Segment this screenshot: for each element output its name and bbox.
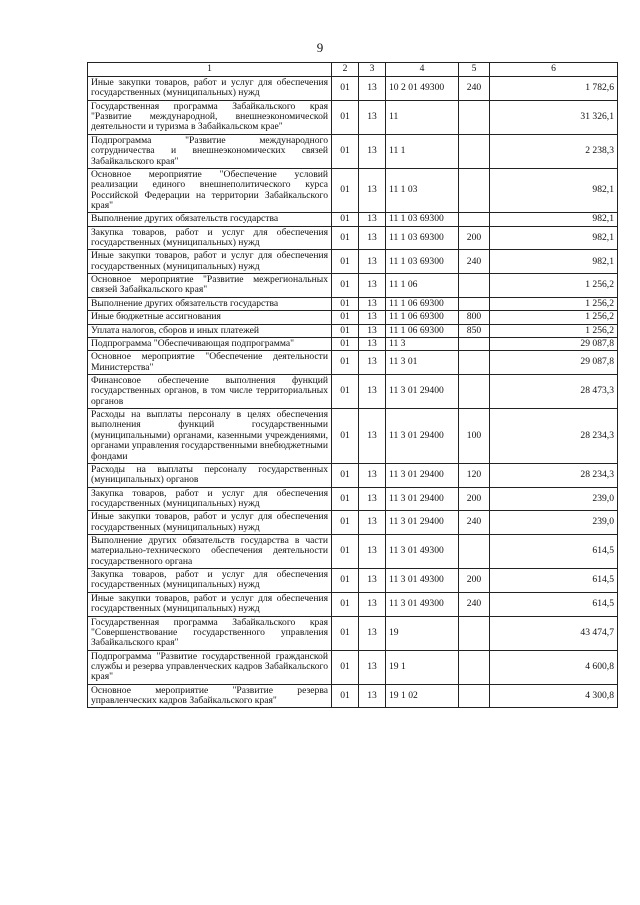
- amount-cell: 29 087,8: [490, 337, 618, 350]
- section-code-cell: 01: [332, 311, 359, 324]
- section-code-cell: 01: [332, 226, 359, 250]
- table-row: [88, 168, 618, 212]
- target-article-cell: 19: [386, 616, 459, 650]
- expense-type-cell: 240: [459, 250, 490, 274]
- amount-cell: 614,5: [490, 569, 618, 593]
- subsection-code-cell: 13: [359, 569, 386, 593]
- amount-cell: 982,1: [490, 168, 618, 212]
- table-row: [88, 311, 618, 324]
- target-article-cell: 19 1: [386, 650, 459, 684]
- table-row: [88, 511, 618, 535]
- target-article-cell: 11 3 01 29400: [386, 511, 459, 535]
- amount-cell: 1 256,2: [490, 297, 618, 310]
- amount-cell: 1 256,2: [490, 274, 618, 298]
- subsection-code-cell: 13: [359, 535, 386, 569]
- section-code-cell: 01: [332, 337, 359, 350]
- expense-type-cell: [459, 650, 490, 684]
- section-code-cell: 01: [332, 684, 359, 708]
- row-name-cell: Подпрограмма "Развитие государственной гражданской службы и резерва управленческих кадров Забайкальского края": [88, 650, 332, 684]
- expense-type-cell: [459, 213, 490, 226]
- budget-table: [87, 62, 618, 708]
- amount-cell: 982,1: [490, 226, 618, 250]
- row-name-cell: Иные закупки товаров, работ и услуг для обеспечения государственных (муниципальных) нужд: [88, 250, 332, 274]
- row-name-cell: Выполнение других обязательств государства: [88, 297, 332, 310]
- column-header-2: 2: [332, 63, 359, 77]
- table-row: [88, 616, 618, 650]
- expense-type-cell: 240: [459, 77, 490, 101]
- table-row: [88, 324, 618, 337]
- expense-type-cell: [459, 684, 490, 708]
- expense-type-cell: 200: [459, 487, 490, 511]
- expense-type-cell: [459, 616, 490, 650]
- row-name-cell: Иные закупки товаров, работ и услуг для обеспечения государственных (муниципальных) нужд: [88, 77, 332, 101]
- subsection-code-cell: 13: [359, 650, 386, 684]
- subsection-code-cell: 13: [359, 274, 386, 298]
- row-name-cell: Закупка товаров, работ и услуг для обеспечения государственных (муниципальных) нужд: [88, 226, 332, 250]
- table-row: [88, 650, 618, 684]
- section-code-cell: 01: [332, 592, 359, 616]
- expense-type-cell: [459, 351, 490, 375]
- subsection-code-cell: 13: [359, 168, 386, 212]
- subsection-code-cell: 13: [359, 77, 386, 101]
- row-name-cell: Расходы на выплаты персоналу в целях обеспечения выполнения функций государственными (муниципальными) органами, казенными учреждениями, органами управления государственными внебюджетными фондами: [88, 409, 332, 464]
- table-row: [88, 409, 618, 464]
- subsection-code-cell: 13: [359, 463, 386, 487]
- amount-cell: 1 256,2: [490, 324, 618, 337]
- amount-cell: 2 238,3: [490, 134, 618, 168]
- subsection-code-cell: 13: [359, 337, 386, 350]
- subsection-code-cell: 13: [359, 297, 386, 310]
- target-article-cell: 11 3 01 29400: [386, 409, 459, 464]
- target-article-cell: 11 1 06: [386, 274, 459, 298]
- row-name-cell: Подпрограмма "Обеспечивающая подпрограмма": [88, 337, 332, 350]
- table-row: [88, 226, 618, 250]
- expense-type-cell: 800: [459, 311, 490, 324]
- table-row: [88, 487, 618, 511]
- target-article-cell: 11 3 01 49300: [386, 592, 459, 616]
- table-row: [88, 77, 618, 101]
- target-article-cell: 11 3 01 29400: [386, 374, 459, 408]
- table-row: [88, 100, 618, 134]
- amount-cell: 31 326,1: [490, 100, 618, 134]
- expense-type-cell: [459, 168, 490, 212]
- expense-type-cell: 200: [459, 569, 490, 593]
- target-article-cell: 11 3 01 49300: [386, 535, 459, 569]
- target-article-cell: 11 3: [386, 337, 459, 350]
- section-code-cell: 01: [332, 409, 359, 464]
- column-header-1: 1: [88, 63, 332, 77]
- row-name-cell: Иные закупки товаров, работ и услуг для обеспечения государственных (муниципальных) нужд: [88, 592, 332, 616]
- target-article-cell: 11: [386, 100, 459, 134]
- expense-type-cell: [459, 100, 490, 134]
- section-code-cell: 01: [332, 511, 359, 535]
- target-article-cell: 11 3 01 29400: [386, 487, 459, 511]
- amount-cell: 29 087,8: [490, 351, 618, 375]
- table-header-row: [88, 63, 618, 77]
- row-name-cell: Основное мероприятие "Развитие резерва управленческих кадров Забайкальского края": [88, 684, 332, 708]
- target-article-cell: 11 3 01 49300: [386, 569, 459, 593]
- row-name-cell: Расходы на выплаты персоналу государственных (муниципальных) органов: [88, 463, 332, 487]
- subsection-code-cell: 13: [359, 592, 386, 616]
- subsection-code-cell: 13: [359, 311, 386, 324]
- table-row: [88, 134, 618, 168]
- subsection-code-cell: 13: [359, 374, 386, 408]
- target-article-cell: 11 1 06 69300: [386, 311, 459, 324]
- row-name-cell: Закупка товаров, работ и услуг для обеспечения государственных (муниципальных) нужд: [88, 487, 332, 511]
- amount-cell: 614,5: [490, 592, 618, 616]
- amount-cell: 239,0: [490, 487, 618, 511]
- row-name-cell: Иные закупки товаров, работ и услуг для обеспечения государственных (муниципальных) нужд: [88, 511, 332, 535]
- section-code-cell: 01: [332, 374, 359, 408]
- table-row: [88, 351, 618, 375]
- column-header-3: 3: [359, 63, 386, 77]
- column-header-5: 5: [459, 63, 490, 77]
- table-row: [88, 274, 618, 298]
- section-code-cell: 01: [332, 168, 359, 212]
- subsection-code-cell: 13: [359, 409, 386, 464]
- subsection-code-cell: 13: [359, 351, 386, 375]
- table-row: [88, 592, 618, 616]
- amount-cell: 43 474,7: [490, 616, 618, 650]
- amount-cell: 982,1: [490, 250, 618, 274]
- subsection-code-cell: 13: [359, 487, 386, 511]
- subsection-code-cell: 13: [359, 684, 386, 708]
- section-code-cell: 01: [332, 134, 359, 168]
- subsection-code-cell: 13: [359, 250, 386, 274]
- table-row: [88, 250, 618, 274]
- expense-type-cell: 240: [459, 511, 490, 535]
- amount-cell: 4 600,8: [490, 650, 618, 684]
- amount-cell: 239,0: [490, 511, 618, 535]
- expense-type-cell: [459, 374, 490, 408]
- row-name-cell: Государственная программа Забайкальского края "Совершенствование государственного управления Забайкальского края": [88, 616, 332, 650]
- expense-type-cell: 200: [459, 226, 490, 250]
- section-code-cell: 01: [332, 463, 359, 487]
- row-name-cell: Финансовое обеспечение выполнения функций государственных органов, в том числе территориальных органов: [88, 374, 332, 408]
- section-code-cell: 01: [332, 324, 359, 337]
- target-article-cell: 11 1 06 69300: [386, 324, 459, 337]
- expense-type-cell: 850: [459, 324, 490, 337]
- table-row: [88, 463, 618, 487]
- subsection-code-cell: 13: [359, 100, 386, 134]
- section-code-cell: 01: [332, 250, 359, 274]
- row-name-cell: Подпрограмма "Развитие международного сотрудничества и внешнеэкономических связей Забайкальского края": [88, 134, 332, 168]
- expense-type-cell: [459, 134, 490, 168]
- section-code-cell: 01: [332, 297, 359, 310]
- section-code-cell: 01: [332, 274, 359, 298]
- row-name-cell: Закупка товаров, работ и услуг для обеспечения государственных (муниципальных) нужд: [88, 569, 332, 593]
- section-code-cell: 01: [332, 569, 359, 593]
- row-name-cell: Уплата налогов, сборов и иных платежей: [88, 324, 332, 337]
- target-article-cell: 11 1 03 69300: [386, 250, 459, 274]
- amount-cell: 1 256,2: [490, 311, 618, 324]
- row-name-cell: Выполнение других обязательств государства: [88, 213, 332, 226]
- column-header-6: 6: [490, 63, 618, 77]
- section-code-cell: 01: [332, 487, 359, 511]
- target-article-cell: 19 1 02: [386, 684, 459, 708]
- row-name-cell: Выполнение других обязательств государства в части материально-технического обеспечения деятельности государственного органа: [88, 535, 332, 569]
- section-code-cell: 01: [332, 535, 359, 569]
- amount-cell: 1 782,6: [490, 77, 618, 101]
- target-article-cell: 11 1: [386, 134, 459, 168]
- amount-cell: 982,1: [490, 213, 618, 226]
- expense-type-cell: 100: [459, 409, 490, 464]
- expense-type-cell: [459, 274, 490, 298]
- row-name-cell: Государственная программа Забайкальского края "Развитие международной, внешнеэкономической деятельности и туризма в Забайкальском крае": [88, 100, 332, 134]
- amount-cell: 28 473,3: [490, 374, 618, 408]
- row-name-cell: Основное мероприятие "Обеспечение деятельности Министерства": [88, 351, 332, 375]
- subsection-code-cell: 13: [359, 226, 386, 250]
- target-article-cell: 11 3 01 29400: [386, 463, 459, 487]
- table-row: [88, 535, 618, 569]
- section-code-cell: 01: [332, 616, 359, 650]
- target-article-cell: 11 1 03 69300: [386, 213, 459, 226]
- column-header-4: 4: [386, 63, 459, 77]
- table-row: [88, 213, 618, 226]
- amount-cell: 4 300,8: [490, 684, 618, 708]
- section-code-cell: 01: [332, 351, 359, 375]
- table-body: [88, 77, 618, 708]
- subsection-code-cell: 13: [359, 324, 386, 337]
- target-article-cell: 10 2 01 49300: [386, 77, 459, 101]
- table-row: [88, 569, 618, 593]
- target-article-cell: 11 1 03: [386, 168, 459, 212]
- section-code-cell: 01: [332, 650, 359, 684]
- section-code-cell: 01: [332, 77, 359, 101]
- amount-cell: 28 234,3: [490, 409, 618, 464]
- target-article-cell: 11 1 06 69300: [386, 297, 459, 310]
- expense-type-cell: 240: [459, 592, 490, 616]
- subsection-code-cell: 13: [359, 511, 386, 535]
- amount-cell: 28 234,3: [490, 463, 618, 487]
- table-row: [88, 337, 618, 350]
- expense-type-cell: [459, 535, 490, 569]
- row-name-cell: Основное мероприятие "Развитие межрегиональных связей Забайкальского края": [88, 274, 332, 298]
- table-row: [88, 297, 618, 310]
- subsection-code-cell: 13: [359, 616, 386, 650]
- section-code-cell: 01: [332, 213, 359, 226]
- page-number: 9: [316, 40, 324, 55]
- subsection-code-cell: 13: [359, 134, 386, 168]
- row-name-cell: Иные бюджетные ассигнования: [88, 311, 332, 324]
- target-article-cell: 11 1 03 69300: [386, 226, 459, 250]
- subsection-code-cell: 13: [359, 213, 386, 226]
- table-row: [88, 374, 618, 408]
- target-article-cell: 11 3 01: [386, 351, 459, 375]
- section-code-cell: 01: [332, 100, 359, 134]
- expense-type-cell: [459, 337, 490, 350]
- row-name-cell: Основное мероприятие "Обеспечение условий реализации единого внешнеполитического курса Российской Федерации на территории Забайкальского края": [88, 168, 332, 212]
- table-row: [88, 684, 618, 708]
- expense-type-cell: [459, 297, 490, 310]
- amount-cell: 614,5: [490, 535, 618, 569]
- expense-type-cell: 120: [459, 463, 490, 487]
